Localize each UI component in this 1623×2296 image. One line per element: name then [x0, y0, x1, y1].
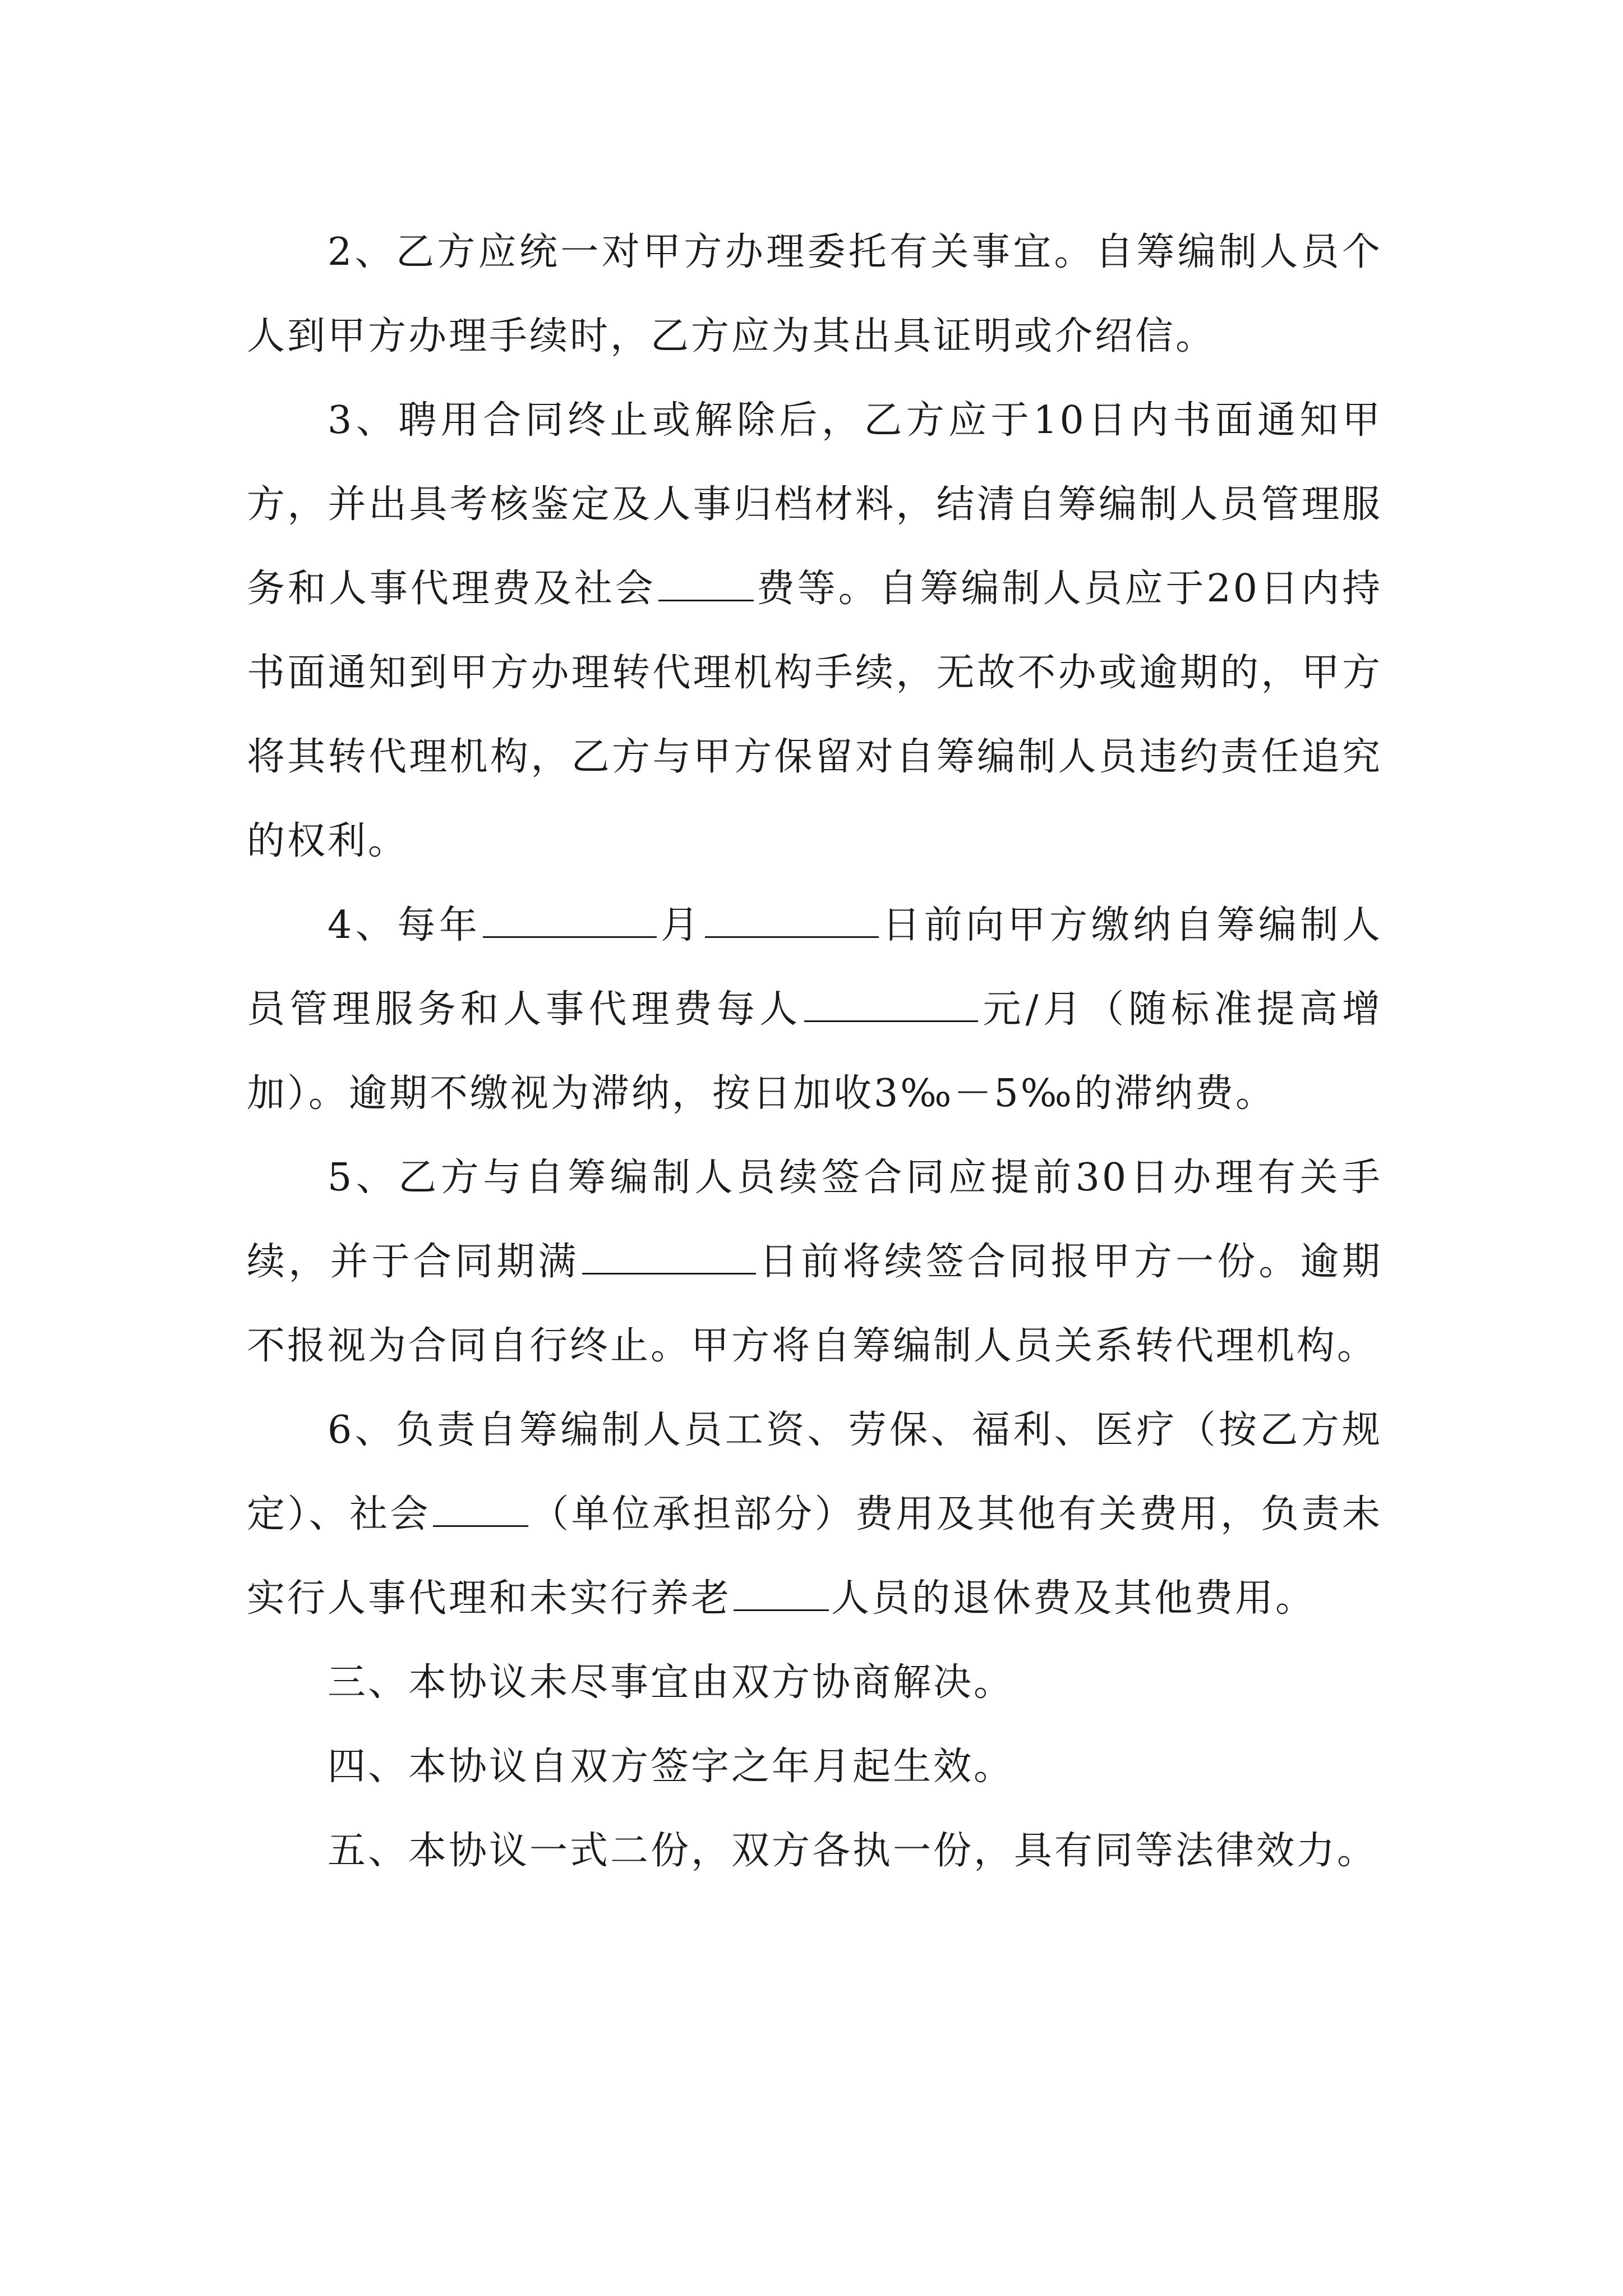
- blank-line-days-before: [582, 1227, 756, 1274]
- blank-line-fee-amount: [804, 974, 978, 1022]
- clause-4-paragraph: [247, 884, 1382, 1136]
- blank-line-day: [705, 890, 879, 938]
- clause-5-paragraph: [247, 1136, 1382, 1388]
- text-segment: 3、聘用合同终止或解除后，乙方应于10日内书面通知甲方，并出具考核鉴定及人事归档材料，结清自筹编制人员管理服务和人事代理费及社会: [247, 398, 1382, 611]
- text-segment: 人员的退休费及其他费用。: [831, 1576, 1316, 1621]
- text-segment: 元/月（随标准提高增加）。逾期不缴视为滞纳，按日加收3‰－5‰的滞纳费。: [247, 987, 1382, 1116]
- text-segment: 日前将续签合同报甲方一份。逾期不报视为合同自行终止。甲方将自筹编制人员关系转代理机构。: [247, 1240, 1382, 1368]
- text-segment: 2、乙方应统一对甲方办理委托有关事宜。自筹编制人员个人到甲方办理手续时，乙方应为其出具证明或介绍信。: [247, 230, 1382, 358]
- document-body: [247, 210, 1382, 1893]
- blank-line-social: [433, 1479, 528, 1527]
- text-segment: 四、本协议自双方签字之年月起生效。: [328, 1745, 1015, 1789]
- text-segment: 5、乙方与自筹编制人员续签合同应提前30日办理有关手续，并于合同期满: [247, 1156, 1382, 1284]
- text-segment: 6、负责自筹编制人员工资、劳保、福利、医疗（按乙方规定）、社会: [247, 1408, 1382, 1536]
- blank-line-social-fee: [658, 554, 754, 601]
- article-3-paragraph: [247, 1641, 1382, 1725]
- article-5-paragraph: [247, 1809, 1382, 1893]
- text-segment: 五、本协议一式二份，双方各执一份，具有同等法律效力。: [328, 1829, 1378, 1873]
- text-segment: 4、每年: [328, 903, 481, 947]
- blank-line-month: [483, 890, 657, 938]
- clause-2-paragraph: [247, 210, 1382, 379]
- article-4-paragraph: [247, 1725, 1382, 1809]
- text-segment: 费等。自筹编制人员应于20日内持书面通知到甲方办理转代理机构手续，无故不办或逾期的，甲方将其转代理机构，乙方与甲方保留对自筹编制人员违约责任追究的权利。: [247, 567, 1382, 863]
- clause-6-paragraph: [247, 1388, 1382, 1641]
- blank-line-pension: [734, 1563, 829, 1611]
- clause-3-paragraph: [247, 379, 1382, 884]
- text-segment: 月: [659, 903, 703, 947]
- text-segment: （单位承担部分）费用及其他有关费用，负责未实行人事代理和未实行养老: [247, 1492, 1382, 1621]
- text-segment: 日前向甲方缴纳自筹编制人员管理服务和人事代理费每人: [247, 903, 1382, 1032]
- text-segment: 三、本协议未尽事宜由双方协商解决。: [328, 1660, 1015, 1705]
